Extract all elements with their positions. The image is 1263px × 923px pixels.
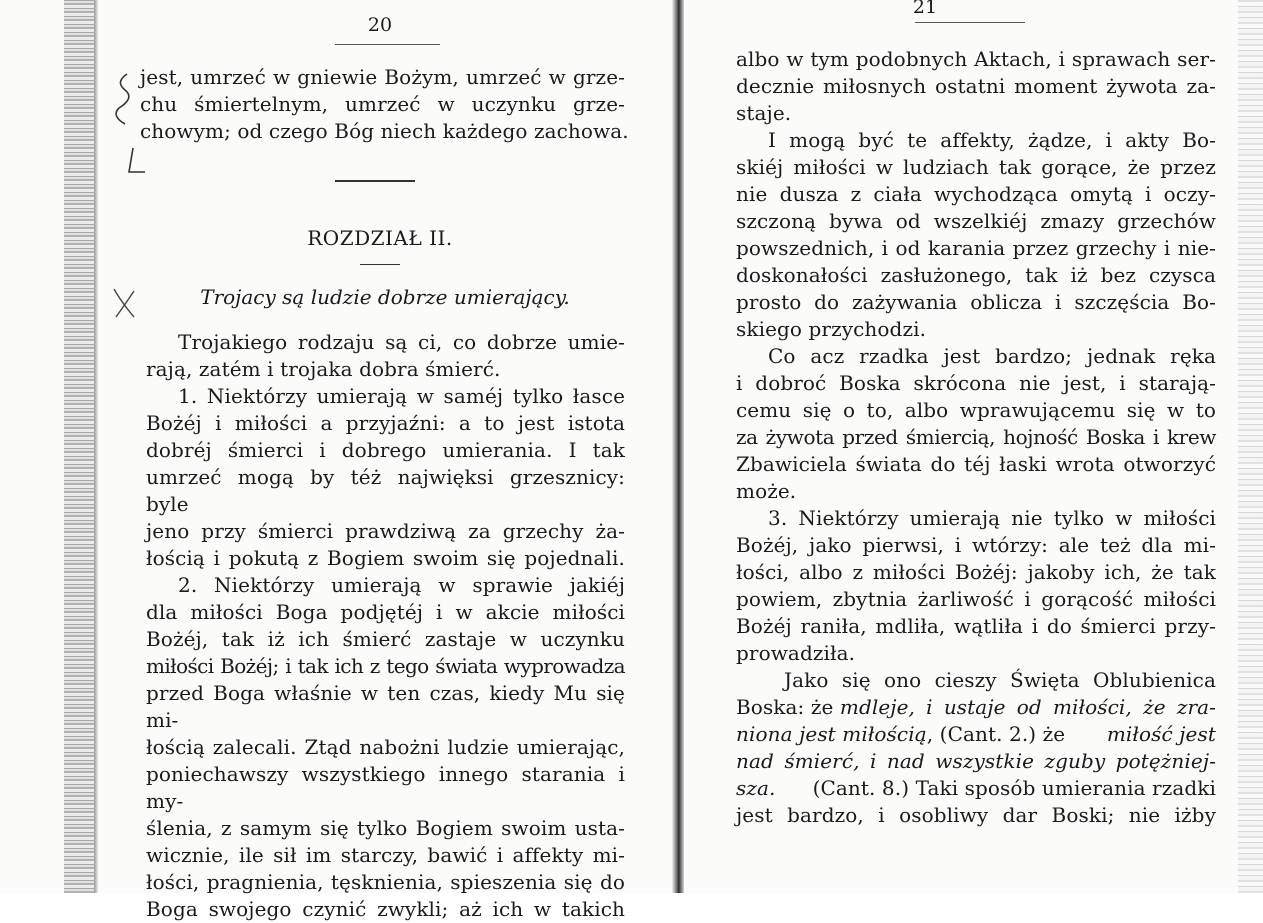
- text-line: miłości Bożéj; i tak ich z tego świata wyprowadza: [146, 654, 625, 678]
- text-line: chowym; od czego Bóg niech każdego zachowa.: [140, 119, 629, 143]
- page-number-right: 21: [912, 0, 938, 18]
- text-line: nad śmierć, i nad wszystkie zguby potężniej-: [736, 749, 1216, 773]
- header-rule-right: [915, 22, 1025, 23]
- text-line: prosto do zażywania oblicza i szczęścia Bo-: [736, 290, 1216, 314]
- text-line: Bożéj, jako pierwsi, i wtórzy: ale też dla mi-: [736, 533, 1216, 557]
- text-line: powiem, zbytnia żarliwość i gorącość miłości: [736, 587, 1216, 611]
- text-line: skiego przychodzi.: [736, 317, 927, 341]
- text-line: dobréj śmierci i dobrego umierania. I tak: [146, 438, 625, 462]
- text-line: powszednich, i od karania przez grzechy i nie-: [736, 236, 1216, 260]
- text-line: Zbawiciela świata do téj łaski wrota otworzyć: [736, 452, 1216, 476]
- text-line: łością zalecali. Ztąd nabożni ludzie umierając,: [146, 735, 625, 759]
- text-line: nie dusza z ciała wychodząca omytą i oczy-: [736, 182, 1216, 206]
- book-gutter: [672, 0, 684, 893]
- text-line: łością i pokutą z Bogiem swoim się pojednali.: [146, 546, 625, 570]
- text-line: [736, 721, 1216, 748]
- page-number-left: 20: [367, 14, 393, 36]
- text-line: chu śmiertelnym, umrzeć w uczynku grze-: [140, 92, 625, 116]
- chapter-subheading: Trojacy są ludzie dobrze umierający.: [200, 285, 570, 309]
- text-line: staje.: [736, 101, 792, 125]
- text-span: Jako się ono cieszy Święta Oblubienica: [784, 668, 1216, 692]
- text-line: i dobroć Boska skrócona nie jest, i starają-: [736, 371, 1216, 395]
- text-line: wicznie, ile sił im starczy, bawić i affekty mi-: [146, 843, 625, 867]
- scan-edge-left: [64, 0, 94, 893]
- text-span: (Cant. 8.) Taki sposób umierania rzadki: [806, 776, 1216, 800]
- right-page: [730, 0, 1220, 893]
- chapter-heading: ROZDZIAŁ II.: [307, 226, 453, 250]
- text-span: Boska: że: [736, 695, 840, 719]
- text-line: albo w tym podobnych Aktach, i sprawach ser-: [736, 47, 1216, 71]
- text-line: 3. Niektórzy umierają nie tylko w miłości: [768, 506, 1216, 530]
- header-rule-left: [335, 44, 440, 45]
- italic-span: mdleje, i ustaje od miłości, że zra-: [839, 695, 1216, 719]
- text-line: jest bardzo, i osobliwy dar Boski; nie iżby: [736, 803, 1216, 827]
- text-span: , (Cant. 2.) że: [926, 722, 1072, 746]
- text-line: Bożéj raniła, mdliła, wątliła i do śmierci przy-: [736, 614, 1216, 638]
- text-line: łości, pragnienia, tęsknienia, spieszenia się do: [146, 870, 625, 894]
- italic-span: sza.: [736, 776, 776, 800]
- text-line: doskonałości zasłużonego, tak iż bez czysca: [736, 263, 1216, 287]
- heading-rule: [360, 264, 400, 265]
- text-line: jest, umrzeć w gniewie Bożym, umrzeć w grze-: [140, 65, 625, 89]
- text-line: 2. Niektórzy umierają w sprawie jakiéj: [178, 573, 625, 597]
- text-line: ślenia, z samym się tylko Bogiem swoim usta-: [146, 816, 625, 840]
- italic-span: miłość jest: [1106, 722, 1216, 746]
- text-line: szczoną bywa od wszelkiéj zmazy grzechów: [736, 209, 1216, 233]
- text-line: [736, 667, 1216, 694]
- text-line: Bożéj, tak iż ich śmierć zastaje w uczynku: [146, 627, 625, 651]
- left-top-paragraph: [140, 64, 629, 145]
- text-line: rają, zatém i trojaka dobra śmierć.: [146, 357, 501, 381]
- text-line: przed Boga właśnie w ten czas, kiedy Mu się mi-: [146, 681, 625, 732]
- pencil-bracket-mark: [105, 68, 145, 178]
- text-line: dla miłości Boga podjętéj i w akcie miłości: [146, 600, 625, 624]
- text-line: Trojakiego rodzaju są ci, co dobrze umie-: [178, 330, 625, 354]
- text-line: umrzeć mogą by téż najwięksi grzesznicy: byle: [146, 465, 625, 516]
- left-page: [130, 0, 630, 921]
- text-line: jeno przy śmierci prawdziwą za grzechy ża-: [146, 519, 625, 543]
- text-line: poniechawszy wszystkiego innego starania i my-: [146, 762, 625, 813]
- text-line: Co acz rzadka jest bardzo; jednak ręka: [768, 344, 1216, 368]
- right-body: [736, 46, 1216, 829]
- text-line: Boga swojego czynić zwykli; aż ich w takich: [146, 897, 625, 921]
- text-line: skiéj miłości w ludziach tak gorące, że przez: [736, 155, 1216, 179]
- text-line: decznie miłosnych ostatni moment żywota za-: [736, 74, 1216, 98]
- text-line: łości, albo z miłości Bożéj: jakoby ich, że tak: [736, 560, 1216, 584]
- text-line: [736, 694, 1216, 721]
- left-body: [146, 329, 625, 923]
- text-line: za żywota przed śmiercią, hojność Boska i krew: [736, 425, 1216, 449]
- text-line: Bożéj i miłości a przyjaźni: a to jest istota: [146, 411, 625, 435]
- section-rule: [335, 180, 415, 182]
- text-line: cemu się o to, albo wprawującemu się w to: [736, 398, 1216, 422]
- text-line: [736, 775, 1216, 802]
- scan-edge-right: [1238, 0, 1263, 893]
- text-line: może.: [736, 479, 797, 503]
- italic-span: niona jest miłością: [736, 722, 927, 746]
- pencil-cross-mark: [108, 285, 142, 321]
- text-line: I mogą być te affekty, żądze, i akty Bo-: [768, 128, 1216, 152]
- text-line: prowadziła.: [736, 641, 856, 665]
- text-line: 1. Niektórzy umierają w saméj tylko łasce: [178, 384, 625, 408]
- page-edge-left: [94, 0, 98, 893]
